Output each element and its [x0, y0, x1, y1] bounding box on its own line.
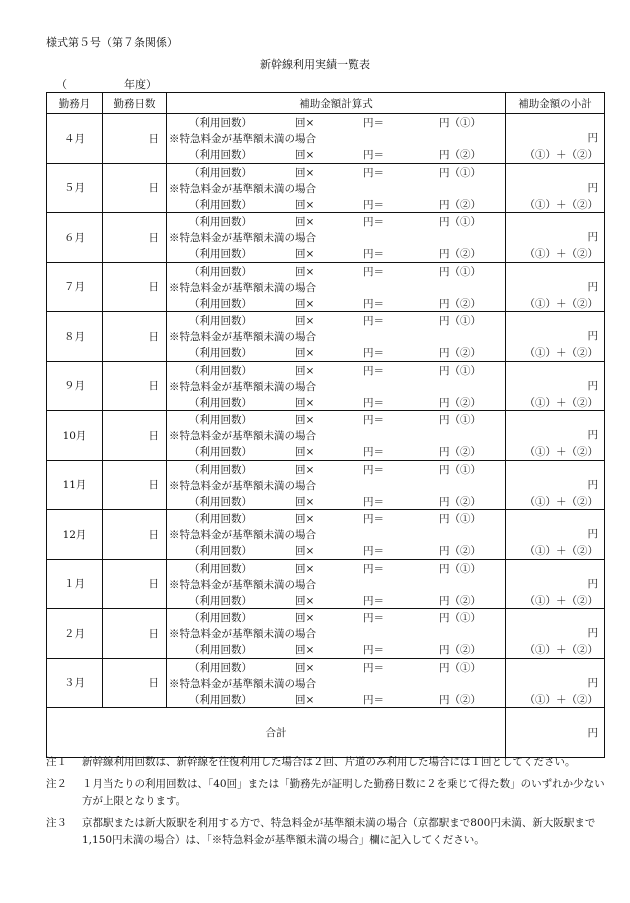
- table-row: [47, 114, 605, 164]
- yen-equals-label: 円＝: [363, 347, 384, 359]
- usage-count-label: （利用回数）: [189, 364, 252, 377]
- col-header-days: 勤務日数: [103, 93, 167, 114]
- yen-equals-label: 円＝: [363, 644, 384, 656]
- times-label: 回×: [295, 644, 315, 656]
- usage-count-label: （利用回数）: [189, 463, 252, 476]
- table-row: [47, 658, 605, 708]
- times-label: 回×: [295, 693, 315, 706]
- fiscal-year-label: 年度）: [124, 78, 157, 91]
- subtotal-cell[interactable]: [506, 658, 605, 708]
- times-label: 回×: [295, 315, 315, 327]
- usage-count-label: （利用回数）: [189, 495, 252, 508]
- times-label: 回×: [295, 513, 315, 525]
- amount-1-label: 円（①）: [439, 414, 481, 426]
- subtotal-formula: （①）＋（②）: [524, 495, 598, 508]
- amount-1-label: 円（①）: [439, 562, 481, 575]
- amount-1-label: 円（①）: [439, 612, 481, 624]
- note-1: [46, 754, 606, 771]
- usage-count-label: （利用回数）: [189, 198, 252, 211]
- times-label: 回×: [295, 117, 315, 129]
- amount-1-label: 円（①）: [439, 315, 481, 327]
- usage-count-label: （利用回数）: [189, 347, 252, 359]
- note-2: [46, 776, 606, 810]
- amount-2-label: 円（②）: [439, 495, 481, 508]
- total-value-cell[interactable]: 円: [506, 708, 605, 758]
- yen-equals-label: 円＝: [363, 166, 384, 179]
- subtotal-cell[interactable]: [506, 213, 605, 263]
- days-cell[interactable]: 日: [103, 460, 167, 510]
- form-number: 様式第５号（第７条関係）: [46, 36, 178, 49]
- usage-count-label: （利用回数）: [189, 149, 252, 161]
- days-cell[interactable]: 日: [103, 114, 167, 164]
- notes-section: [46, 754, 606, 854]
- usage-count-label: （利用回数）: [189, 414, 252, 426]
- usage-count-label: （利用回数）: [189, 396, 252, 409]
- col-header-subtotal: 補助金額の小計: [506, 93, 605, 114]
- formula-cell[interactable]: [167, 312, 506, 362]
- formula-cell[interactable]: [167, 658, 506, 708]
- usage-count-label: （利用回数）: [189, 315, 252, 327]
- total-label: 合計: [47, 708, 506, 758]
- subtotal-formula: （①）＋（②）: [524, 693, 598, 706]
- yen-equals-label: 円＝: [363, 414, 384, 426]
- month-cell: ３月: [47, 658, 103, 708]
- note-1-text: 新幹線利用回数は、新幹線を往復利用した場合は２回、片道のみ利用した場合には１回としてください。: [82, 756, 576, 768]
- month-cell: 11月: [47, 460, 103, 510]
- below-standard-note: ※特急料金が基準額未満の場合: [169, 182, 316, 195]
- subtotal-formula: （①）＋（②）: [524, 396, 598, 409]
- col-header-formula: 補助金額計算式: [167, 93, 506, 114]
- subtotal-formula: （①）＋（②）: [524, 446, 598, 458]
- table-row: [47, 460, 605, 510]
- usage-count-label: （利用回数）: [189, 297, 252, 310]
- yen-equals-label: 円＝: [363, 216, 384, 228]
- yen-equals-label: 円＝: [363, 198, 384, 211]
- times-label: 回×: [295, 347, 315, 359]
- subtotal-cell[interactable]: [506, 361, 605, 411]
- subtotal-yen-label: 円: [587, 528, 598, 540]
- below-standard-note: ※特急料金が基準額未満の場合: [169, 677, 316, 690]
- subtotal-formula: （①）＋（②）: [524, 149, 598, 161]
- subtotal-yen-label: 円: [587, 132, 598, 144]
- below-standard-note: ※特急料金が基準額未満の場合: [169, 281, 316, 294]
- note-2-label: 注２: [46, 778, 67, 790]
- amount-1-label: 円（①）: [439, 661, 481, 674]
- yen-equals-label: 円＝: [363, 364, 384, 377]
- days-cell[interactable]: 日: [103, 609, 167, 659]
- usage-count-label: （利用回数）: [189, 693, 252, 706]
- table-row: [47, 163, 605, 213]
- usage-count-label: （利用回数）: [189, 446, 252, 458]
- subtotal-formula: （①）＋（②）: [524, 644, 598, 656]
- table-header-row: [47, 93, 605, 114]
- times-label: 回×: [295, 216, 315, 228]
- below-standard-note: ※特急料金が基準額未満の場合: [169, 331, 316, 343]
- amount-1-label: 円（①）: [439, 513, 481, 525]
- note-3-label: 注３: [46, 817, 67, 829]
- subtotal-cell[interactable]: [506, 559, 605, 609]
- days-cell[interactable]: 日: [103, 262, 167, 312]
- amount-2-label: 円（②）: [439, 347, 481, 359]
- below-standard-note: ※特急料金が基準額未満の場合: [169, 380, 316, 393]
- table-row: [47, 262, 605, 312]
- amount-2-label: 円（②）: [439, 446, 481, 458]
- amount-2-label: 円（②）: [439, 297, 481, 310]
- times-label: 回×: [295, 612, 315, 624]
- usage-count-label: （利用回数）: [189, 562, 252, 575]
- yen-equals-label: 円＝: [363, 315, 384, 327]
- formula-cell[interactable]: [167, 262, 506, 312]
- usage-count-label: （利用回数）: [189, 644, 252, 656]
- days-cell[interactable]: 日: [103, 163, 167, 213]
- yen-equals-label: 円＝: [363, 594, 384, 607]
- times-label: 回×: [295, 463, 315, 476]
- formula-cell[interactable]: [167, 213, 506, 263]
- days-cell[interactable]: 日: [103, 411, 167, 461]
- amount-1-label: 円（①）: [439, 166, 481, 179]
- yen-equals-label: 円＝: [363, 396, 384, 409]
- subtotal-formula: （①）＋（②）: [524, 594, 598, 607]
- subtotal-cell[interactable]: [506, 163, 605, 213]
- table-row: [47, 609, 605, 659]
- times-label: 回×: [295, 495, 315, 508]
- below-standard-note: ※特急料金が基準額未満の場合: [169, 578, 316, 591]
- amount-2-label: 円（②）: [439, 594, 481, 607]
- subtotal-formula: （①）＋（②）: [524, 248, 598, 260]
- yen-equals-label: 円＝: [363, 297, 384, 310]
- month-cell: ６月: [47, 213, 103, 263]
- subtotal-cell[interactable]: [506, 460, 605, 510]
- subtotal-yen-label: 円: [587, 181, 598, 194]
- formula-cell[interactable]: [167, 411, 506, 461]
- subtotal-cell[interactable]: [506, 510, 605, 560]
- times-label: 回×: [295, 562, 315, 575]
- fiscal-year-open-paren: （: [56, 78, 67, 91]
- days-cell[interactable]: 日: [103, 510, 167, 560]
- amount-2-label: 円（②）: [439, 644, 481, 656]
- yen-equals-label: 円＝: [363, 446, 384, 458]
- yen-equals-label: 円＝: [363, 265, 384, 278]
- days-cell[interactable]: 日: [103, 658, 167, 708]
- below-standard-note: ※特急料金が基準額未満の場合: [169, 133, 316, 145]
- document-title: 新幹線利用実績一覧表: [260, 58, 370, 71]
- month-cell: ４月: [47, 114, 103, 164]
- days-cell[interactable]: 日: [103, 213, 167, 263]
- subtotal-yen-label: 円: [587, 478, 598, 491]
- subtotal-cell[interactable]: [506, 262, 605, 312]
- yen-equals-label: 円＝: [363, 693, 384, 706]
- formula-cell[interactable]: [167, 163, 506, 213]
- times-label: 回×: [295, 364, 315, 377]
- amount-2-label: 円（②）: [439, 248, 481, 260]
- yen-equals-label: 円＝: [363, 562, 384, 575]
- yen-equals-label: 円＝: [363, 463, 384, 476]
- yen-equals-label: 円＝: [363, 612, 384, 624]
- usage-count-label: （利用回数）: [189, 594, 252, 607]
- usage-count-label: （利用回数）: [189, 545, 252, 557]
- amount-1-label: 円（①）: [439, 364, 481, 377]
- amount-1-label: 円（①）: [439, 463, 481, 476]
- usage-count-label: （利用回数）: [189, 248, 252, 260]
- usage-table: [46, 92, 605, 758]
- subtotal-yen-label: 円: [587, 280, 598, 293]
- amount-2-label: 円（②）: [439, 149, 481, 161]
- times-label: 回×: [295, 248, 315, 260]
- usage-count-label: （利用回数）: [189, 513, 252, 525]
- yen-equals-label: 円＝: [363, 661, 384, 674]
- subtotal-yen-label: 円: [587, 231, 598, 243]
- amount-2-label: 円（②）: [439, 545, 481, 557]
- times-label: 回×: [295, 661, 315, 674]
- days-cell[interactable]: 日: [103, 312, 167, 362]
- table-row: [47, 411, 605, 461]
- month-cell: 12月: [47, 510, 103, 560]
- table-row: [47, 312, 605, 362]
- table-row: [47, 510, 605, 560]
- subtotal-yen-label: 円: [587, 627, 598, 639]
- yen-equals-label: 円＝: [363, 248, 384, 260]
- yen-equals-label: 円＝: [363, 545, 384, 557]
- formula-cell[interactable]: [167, 510, 506, 560]
- amount-2-label: 円（②）: [439, 396, 481, 409]
- month-cell: ２月: [47, 609, 103, 659]
- total-row: [47, 708, 605, 758]
- times-label: 回×: [295, 396, 315, 409]
- yen-equals-label: 円＝: [363, 495, 384, 508]
- month-cell: １月: [47, 559, 103, 609]
- note-1-label: 注１: [46, 756, 67, 768]
- month-cell: 10月: [47, 411, 103, 461]
- times-label: 回×: [295, 198, 315, 211]
- month-cell: ８月: [47, 312, 103, 362]
- usage-count-label: （利用回数）: [189, 612, 252, 624]
- times-label: 回×: [295, 166, 315, 179]
- month-cell: ９月: [47, 361, 103, 411]
- subtotal-cell[interactable]: [506, 312, 605, 362]
- subtotal-formula: （①）＋（②）: [524, 545, 598, 557]
- subtotal-yen-label: 円: [587, 429, 598, 441]
- subtotal-formula: （①）＋（②）: [524, 297, 598, 310]
- month-cell: ７月: [47, 262, 103, 312]
- note-3: [46, 815, 606, 849]
- times-label: 回×: [295, 594, 315, 607]
- subtotal-cell[interactable]: [506, 114, 605, 164]
- yen-equals-label: 円＝: [363, 117, 384, 129]
- below-standard-note: ※特急料金が基準額未満の場合: [169, 479, 316, 492]
- days-cell[interactable]: 日: [103, 361, 167, 411]
- below-standard-note: ※特急料金が基準額未満の場合: [169, 232, 316, 244]
- formula-cell[interactable]: [167, 559, 506, 609]
- table-row: [47, 213, 605, 263]
- below-standard-note: ※特急料金が基準額未満の場合: [169, 430, 316, 442]
- below-standard-note: ※特急料金が基準額未満の場合: [169, 529, 316, 541]
- times-label: 回×: [295, 545, 315, 557]
- amount-2-label: 円（②）: [439, 198, 481, 211]
- usage-count-label: （利用回数）: [189, 265, 252, 278]
- formula-cell[interactable]: [167, 114, 506, 164]
- subtotal-formula: （①）＋（②）: [524, 198, 598, 211]
- usage-count-label: （利用回数）: [189, 216, 252, 228]
- subtotal-yen-label: 円: [587, 379, 598, 392]
- subtotal-yen-label: 円: [587, 330, 598, 342]
- col-header-month: 勤務月: [47, 93, 103, 114]
- month-cell: ５月: [47, 163, 103, 213]
- usage-count-label: （利用回数）: [189, 166, 252, 179]
- days-cell[interactable]: 日: [103, 559, 167, 609]
- note-3-text: 京都駅または新大阪駅を利用する方で、特急料金が基準額未満の場合（京都駅まで800円未満、新大阪駅まで1,150円未満の場合）は、「※特急料金が基準額未満の場合」欄に記入してください。: [82, 817, 596, 846]
- usage-count-label: （利用回数）: [189, 117, 252, 129]
- yen-equals-label: 円＝: [363, 149, 384, 161]
- times-label: 回×: [295, 149, 315, 161]
- table-row: [47, 361, 605, 411]
- amount-1-label: 円（①）: [439, 117, 481, 129]
- amount-1-label: 円（①）: [439, 265, 481, 278]
- usage-count-label: （利用回数）: [189, 661, 252, 674]
- times-label: 回×: [295, 265, 315, 278]
- note-2-text: １月当たりの利用回数は、「40回」または「勤務先が証明した勤務日数に２を乗じて得た数」のいずれか少ない方が上限となります。: [82, 778, 605, 807]
- below-standard-note: ※特急料金が基準額未満の場合: [169, 628, 316, 640]
- times-label: 回×: [295, 446, 315, 458]
- formula-cell[interactable]: [167, 460, 506, 510]
- times-label: 回×: [295, 414, 315, 426]
- subtotal-cell[interactable]: [506, 609, 605, 659]
- formula-cell[interactable]: [167, 361, 506, 411]
- amount-2-label: 円（②）: [439, 693, 481, 706]
- amount-1-label: 円（①）: [439, 216, 481, 228]
- subtotal-yen-label: 円: [587, 676, 598, 689]
- formula-cell[interactable]: [167, 609, 506, 659]
- subtotal-yen-label: 円: [587, 577, 598, 590]
- times-label: 回×: [295, 297, 315, 310]
- yen-equals-label: 円＝: [363, 513, 384, 525]
- subtotal-formula: （①）＋（②）: [524, 347, 598, 359]
- table-row: [47, 559, 605, 609]
- subtotal-cell[interactable]: [506, 411, 605, 461]
